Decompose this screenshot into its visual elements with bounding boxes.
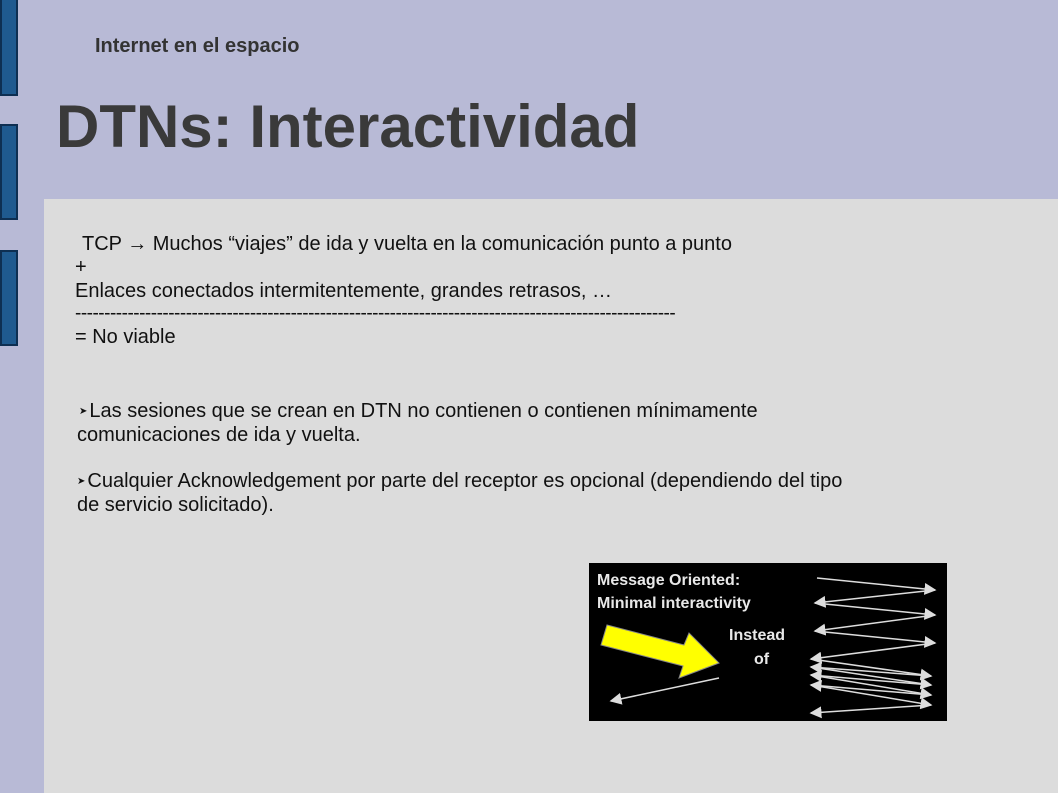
tcp-line: TCP → Muchos “viajes” de ida y vuelta en la comunicación punto a punto — [82, 233, 732, 255]
diagram-instead-line2: of — [754, 651, 770, 668]
bullet-2-line1: Cualquier Acknowledgement por parte del receptor es opcional (dependiendo del tipo — [87, 470, 843, 492]
bullet-item-2 — [77, 470, 842, 493]
bullet-1-line1: Las sesiones que se crean en DTN no contienen o contienen mínimamente — [89, 400, 758, 422]
result-line: = No viable — [75, 326, 176, 348]
dash-separator: ------------------------------------------------------------------------------------------------------- — [75, 303, 676, 324]
yellow-arrow-icon — [601, 625, 719, 678]
bullet-1-line2: comunicaciones de ida y vuelta. — [77, 424, 361, 446]
arrowhead-bullet-icon: ➤ — [79, 406, 88, 418]
diagram-svg — [589, 563, 947, 721]
interactivity-diagram — [589, 563, 947, 721]
round-trip-arrows — [811, 578, 935, 713]
plus-line: + — [75, 256, 87, 278]
links-line: Enlaces conectados intermitentemente, grandes retrasos, … — [75, 280, 612, 302]
accent-bar-middle — [0, 124, 18, 220]
slide-title: DTNs: Interactividad — [56, 93, 640, 160]
accent-bar-top — [0, 0, 18, 96]
arrowhead-bullet-icon: ➤ — [77, 476, 86, 488]
diagram-title-line2: Minimal interactivity — [597, 595, 751, 612]
slide-supertitle: Internet en el espacio — [95, 35, 300, 57]
diagram-instead-line1: Instead — [729, 627, 786, 644]
bullet-2-line2: de servicio solicitado). — [77, 494, 274, 516]
single-message-arrow — [611, 678, 719, 701]
accent-bar-bottom — [0, 250, 18, 346]
bullet-item-1 — [79, 400, 758, 423]
diagram-title-line1: Message Oriented: — [597, 572, 741, 589]
